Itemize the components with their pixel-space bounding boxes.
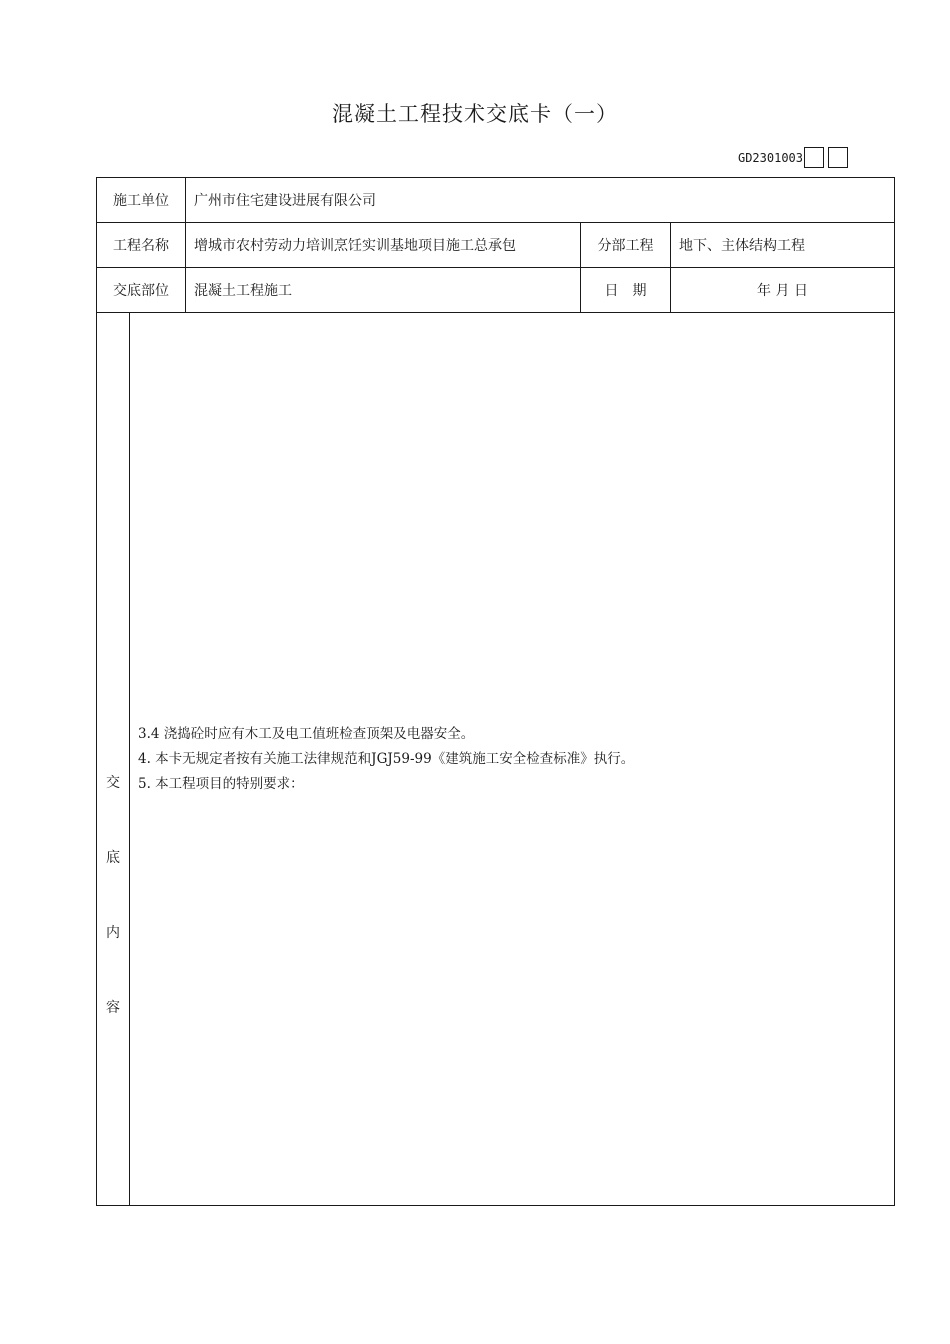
document-code bbox=[738, 147, 848, 168]
part-row bbox=[97, 268, 895, 313]
division-value: 地下、主体结构工程 bbox=[671, 223, 895, 268]
content-side-label bbox=[97, 313, 130, 1206]
side-char: 内 bbox=[106, 925, 120, 941]
side-char: 容 bbox=[106, 1000, 120, 1016]
part-label: 交底部位 bbox=[97, 268, 186, 313]
project-label: 工程名称 bbox=[97, 223, 186, 268]
page-title: 混凝土工程技术交底卡（一） bbox=[332, 102, 618, 126]
document-code-text: GD2301003 bbox=[737, 150, 803, 165]
code-box-1[interactable] bbox=[804, 147, 824, 168]
date-value: 年 月 日 bbox=[671, 268, 895, 313]
division-label: 分部工程 bbox=[581, 223, 671, 268]
part-value: 混凝土工程施工 bbox=[186, 268, 581, 313]
content-line: 3.4 浇捣砼时应有木工及电工值班检查顶架及电器安全。 bbox=[138, 725, 475, 742]
content-body bbox=[130, 313, 895, 1206]
unit-value: 广州市住宅建设进展有限公司 bbox=[186, 178, 895, 223]
unit-row bbox=[97, 178, 895, 223]
side-char: 交 bbox=[106, 775, 120, 791]
disclosure-table bbox=[96, 177, 895, 1206]
unit-label: 施工单位 bbox=[97, 178, 186, 223]
code-box-2[interactable] bbox=[828, 147, 848, 168]
side-char: 底 bbox=[106, 850, 120, 866]
content-row bbox=[97, 313, 895, 1206]
date-label: 日 期 bbox=[581, 268, 671, 313]
project-value: 增城市农村劳动力培训烹饪实训基地项目施工总承包 bbox=[186, 223, 581, 268]
content-line: 4. 本卡无规定者按有关施工法律规范和JGJ59-99《建筑施工安全检查标准》执行。 bbox=[138, 750, 635, 767]
content-line: 5. 本工程项目的特别要求： bbox=[138, 775, 304, 792]
project-row bbox=[97, 223, 895, 268]
